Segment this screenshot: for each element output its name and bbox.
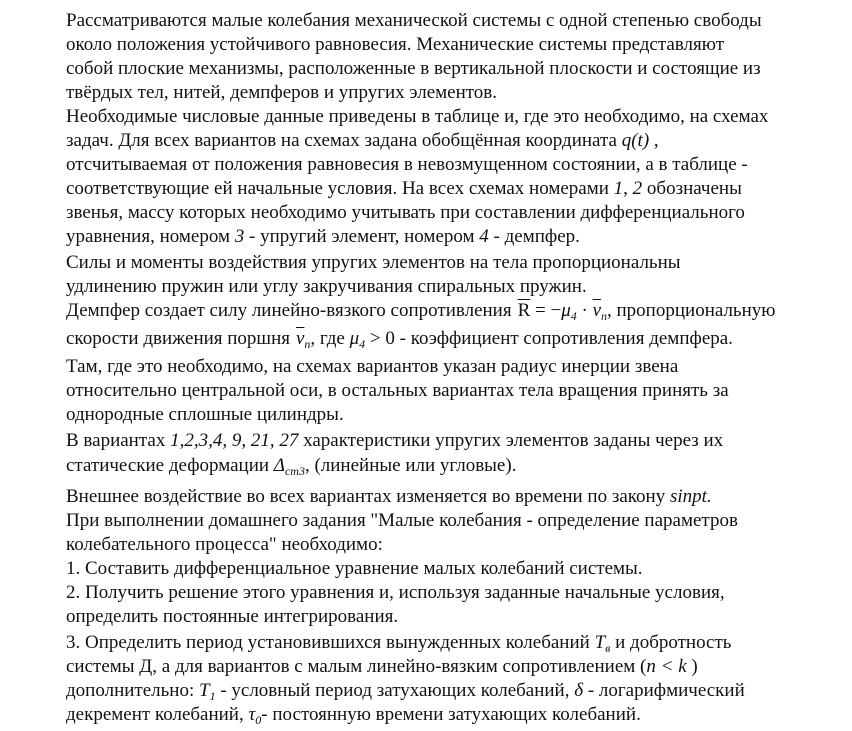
formula-velocity: $\overline{v}$ <box>295 328 305 349</box>
list-item: 2. Получить решение этого уравнения и, используя заданные начальные условия, <box>66 582 725 603</box>
formula-sub: 4 <box>359 337 366 351</box>
formula-sub: 1 <box>209 689 216 703</box>
text-span: , пропорциональную <box>607 300 776 321</box>
text-line <box>66 486 712 508</box>
text-span: - демпфер. <box>488 226 580 247</box>
text-span: и добротность <box>610 632 732 653</box>
variant-numbers: 1,2,3,4, 9, 21, 27 <box>170 430 299 451</box>
text-line <box>66 178 742 200</box>
text-span: статические деформации <box>66 455 274 476</box>
text-span: , <box>649 130 659 151</box>
text-span: обозначены <box>642 178 742 199</box>
text-span: задач. Для всех вариантов на схемах задана обобщённая координата <box>66 130 622 151</box>
text-span: уравнения, номером <box>66 226 235 247</box>
text-line <box>66 680 745 707</box>
text-line: Рассматриваются малые колебания механической системы с одной степенью свободы <box>66 10 762 31</box>
text-line: отсчитываемая от положения равновесия в невозмущенном состоянии, а в таблице - <box>66 154 748 175</box>
formula-sub: n <box>601 309 608 323</box>
text-line: Силы и моменты воздействия упругих элементов на тела пропорциональны <box>66 252 681 273</box>
text-line: твёрдых тел, нитей, демпферов и упругих элементов. <box>66 82 498 103</box>
text-span: 3. Определить период установившихся вынужденных колебаний <box>66 632 595 653</box>
text-span: Внешнее воздействие во всех вариантах изменяется во времени по закону <box>66 486 670 507</box>
text-span: , <box>623 178 633 199</box>
text-line <box>66 656 698 678</box>
formula-op: · <box>576 300 593 321</box>
text-span: , где <box>310 328 350 349</box>
list-item: 1. Составить дифференциальное уравнение малых колебаний системы. <box>66 558 643 579</box>
text-span: - упругий элемент, номером <box>244 226 480 247</box>
formula-sub: 0 <box>255 713 262 727</box>
text-line: собой плоские механизмы, расположенные в вертикальной плоскости и состоящие из <box>66 58 761 79</box>
text-span: Демпфер создает силу линейно-вязкого сопротивления <box>66 300 512 321</box>
formula-mu: μ <box>349 328 360 349</box>
period-symbol: T <box>198 680 210 701</box>
text-span: характеристики упругих элементов заданы через их <box>298 430 724 451</box>
formula-sub: n <box>304 337 311 351</box>
text-span: - условный период затухающих колебаний, <box>215 680 575 701</box>
list-item <box>66 632 731 659</box>
number-italic: 2 <box>632 178 643 199</box>
law-formula: sinpt. <box>669 486 712 507</box>
tau-symbol: τ <box>248 704 256 725</box>
text-line <box>66 226 580 248</box>
text-span: ) <box>686 656 698 677</box>
text-line: удлинению пружин или углу закручивания спиральных пружин. <box>66 276 587 297</box>
number-italic: 3 <box>234 226 245 247</box>
text-line: однородные сплошные цилиндры. <box>66 404 344 425</box>
text-span: В вариантах <box>66 430 171 451</box>
period-symbol: T <box>594 632 606 653</box>
text-line: около положения устойчивого равновесия. Механические системы представляют <box>66 34 725 55</box>
formula-op: > 0 <box>365 328 395 349</box>
number-italic: 4 <box>479 226 489 247</box>
formula-velocity: $\overline{v}$ <box>592 300 602 321</box>
text-line: колебательного процесса" необходимо: <box>66 534 383 555</box>
text-line <box>66 704 641 731</box>
coordinate-symbol: q(t) <box>621 130 650 151</box>
text-line: звенья, массу которых необходимо учитывать при составлении дифференциального <box>66 202 745 223</box>
text-span: скорости движения поршня <box>66 328 290 349</box>
text-line: При выполнении домашнего задания "Малые колебания - определение параметров <box>66 510 738 531</box>
text-line <box>66 455 516 482</box>
number-italic: 1 <box>613 178 624 199</box>
delta-symbol: δ <box>574 680 584 701</box>
text-line: определить постоянные интегрирования. <box>66 606 399 627</box>
text-line: Там, где это необходимо, на схемах вариантов указан радиус инерции звена <box>66 356 679 377</box>
formula-delta: Δ <box>273 455 285 476</box>
text-line <box>66 328 733 355</box>
text-span: дополнительно: <box>66 680 199 701</box>
formula-force: $\overline{R}$ <box>517 300 531 321</box>
text-line <box>66 300 775 327</box>
text-line <box>66 130 659 152</box>
text-span: , (линейные или угловые). <box>304 455 517 476</box>
condition-formula: n < k <box>646 656 687 677</box>
text-line: Необходимые числовые данные приведены в таблице и, где это необходимо, на схемах <box>66 106 769 127</box>
text-span: - постоянную времени затухающих колебаний. <box>261 704 641 725</box>
text-line: относительно центральной оси, в остальных вариантах тела вращения принять за <box>66 380 729 401</box>
formula-sub: cm3 <box>284 464 305 478</box>
text-span: системы Д, а для вариантов с малым линейно-вязким сопротивлением ( <box>66 656 647 677</box>
formula-op: = − <box>530 300 562 321</box>
text-span: - коэффициент сопротивления демпфера. <box>394 328 733 349</box>
formula-mu: μ <box>561 300 571 321</box>
formula-sub: 4 <box>570 309 577 323</box>
text-span: соответствующие ей начальные условия. На всех схемах номерами <box>66 178 614 199</box>
text-line <box>66 430 723 452</box>
text-span: - логарифмический <box>583 680 745 701</box>
formula-sub: в <box>605 641 611 655</box>
text-span: декремент колебаний, <box>66 704 249 725</box>
